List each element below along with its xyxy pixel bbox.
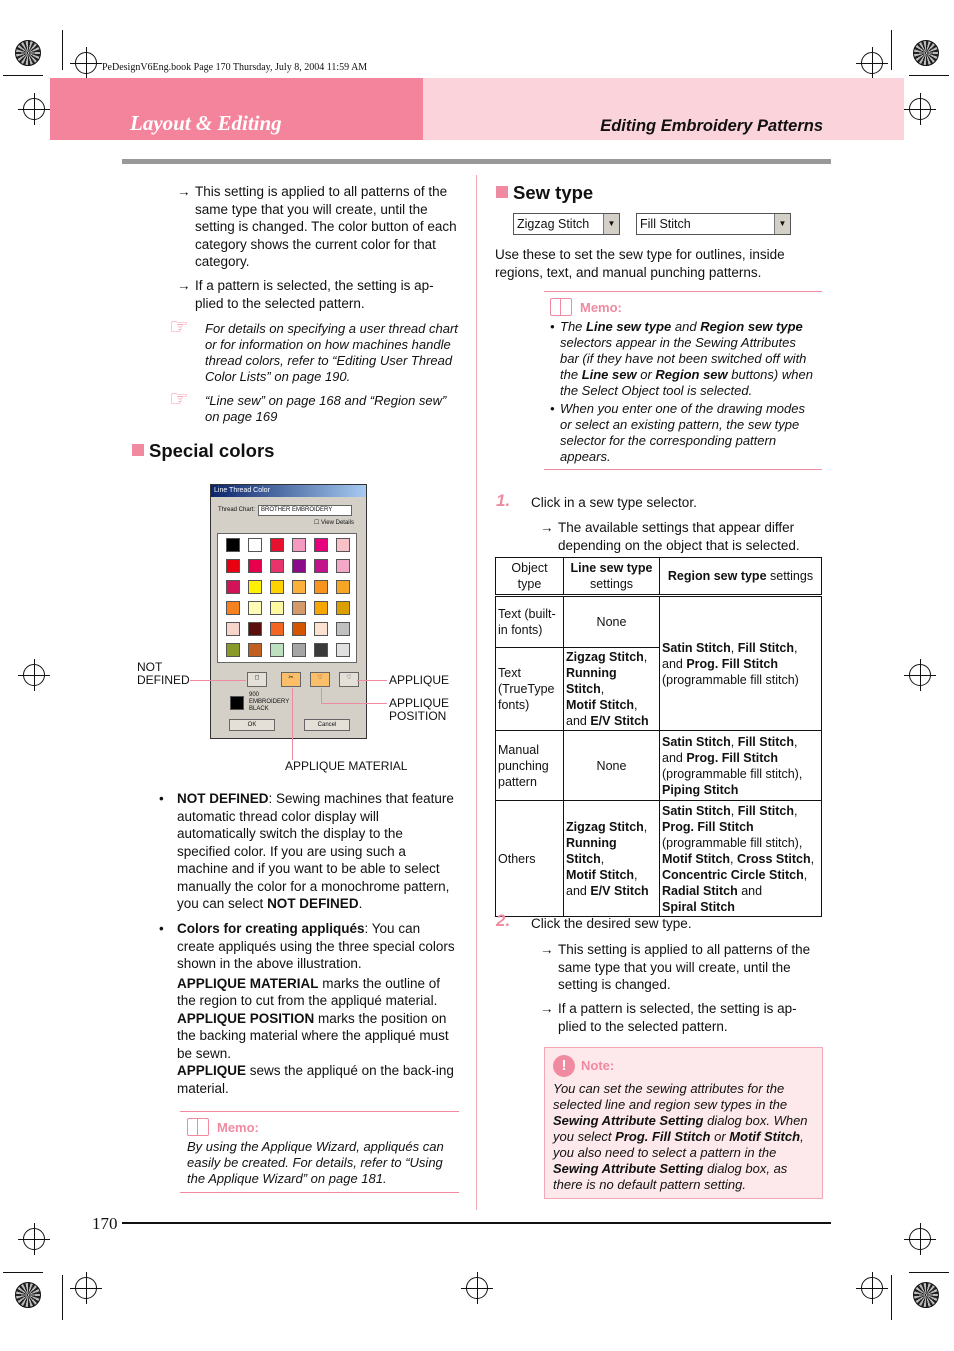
arrow-icon: → [540,520,554,535]
crop-line [909,1272,949,1273]
color-swatch[interactable] [270,538,284,552]
registration-mark [75,1277,97,1299]
special-colors-heading: Special colors [132,439,274,463]
current-color-info: 900 EMBROIDERY BLACK [249,692,290,712]
step-2-arrow-note-1: → This setting is applied to all patterns of the same type that you will create, until the setting is changed. [540,942,811,992]
registration-mark [23,1228,45,1250]
color-swatch[interactable] [248,580,262,594]
step-2-text: Click the desired sew type. [531,916,692,931]
bullet-applique-colors: • Colors for creating appliqués: You can create appliqués using the three special colors shown in the above illustration. APPLIQUE MATERIAL marks the outline of the region to cut from the appliqué material. APPLIQUE POSITION marks the position on the backing material where the appliqué must be sewn. APPLIQUE sews the appliqué on the back-ing material. [159,921,455,1096]
callout-line [292,688,293,760]
color-swatch[interactable] [248,643,262,657]
registration-rosette-bottom-right [913,1282,939,1308]
color-swatch[interactable] [226,622,240,636]
note-sewing-attribute: ! Note: You can set the sewing attributes for the selected line and region sew types in the Sewing Attribute Setting dialog box. When you select Prog. Fill Stitch or Motif Stitch, you also need to select a pattern in the Sewing Attribute Setting dialog box, as there is no default pattern setting. [544,1047,823,1199]
color-swatch[interactable] [314,559,328,573]
sew-type-table [495,557,822,917]
memo-sew-type-selectors: Memo: • The Line sew type and Region sew type selectors appear in the Sewing Attributes bar (if they have not been switched off with the Line sew or Region sew buttons) when the Select Object tool is selected. • When you enter one of the drawing modes or select an existing pattern, the sew type selector for the corresponding pattern appears. [544,291,822,470]
crop-line [891,1275,892,1320]
line-thread-color-dialog [210,484,367,739]
step-2-arrow-note-2: → If a pattern is selected, the setting is ap-plied to the selected pattern. [540,1001,797,1034]
registration-mark [909,664,931,686]
bullet-not-defined: • NOT DEFINED: Sewing machines that feature automatic thread color display will automatically switch the display to the specified color. If you are using such a machine and if you want to be able to select manually the color for a monochrome pattern, you can select NOT DEFINED. [159,791,454,911]
color-swatch[interactable] [270,622,284,636]
callout-applique-position: APPLIQUE POSITION [389,696,450,723]
color-swatch[interactable] [292,622,306,636]
color-swatch[interactable] [248,601,262,615]
color-swatch[interactable] [292,580,306,594]
color-swatch[interactable] [314,580,328,594]
color-swatch[interactable] [270,580,284,594]
color-swatch[interactable] [336,622,350,636]
arrow-icon: → [540,942,554,957]
thread-chart-label: Thread Chart: [218,507,256,513]
color-swatch[interactable] [270,559,284,573]
reference-note-1: ☞ For details on specifying a user thread chart or for information on how machines handle thread colors, refer to “Editing User Thread Color Lists” on page 190. [169,314,458,384]
color-swatch[interactable] [336,601,350,615]
step-1-text: Click in a sew type selector. [531,495,697,510]
registration-mark [75,52,97,74]
arrow-icon: → [177,278,191,293]
color-swatch[interactable] [270,643,284,657]
registration-mark [23,664,45,686]
arrow-icon: → [177,184,191,199]
registration-mark [861,1277,883,1299]
color-swatch[interactable] [226,538,240,552]
square-bullet-icon [132,444,144,456]
book-info-line: PeDesignV6Eng.book Page 170 Thursday, July 8, 2004 11:59 AM [102,62,368,73]
color-swatch[interactable] [226,643,240,657]
color-swatch[interactable] [226,580,240,594]
table-row: Text (built-in fonts) None Satin Stitch, Fill Stitch, and Prog. Fill Stitch (programmable fill stitch) [496,596,822,648]
pointing-hand-icon: ☞ [169,314,189,339]
top-rule [122,159,831,164]
color-swatch[interactable] [336,559,350,573]
arrow-icon: → [540,1001,554,1016]
registration-mark [861,52,883,74]
callout-applique: APPLIQUE [389,673,450,687]
color-swatch[interactable] [248,622,262,636]
region-sew-type-select[interactable]: Fill Stitch ▼ [636,213,791,235]
chevron-down-icon[interactable]: ▼ [603,214,619,234]
callout-line [190,680,246,681]
applique-material-button[interactable]: ✂ [281,672,301,687]
crop-line [62,1275,63,1320]
crop-line [891,30,892,70]
section-title: Editing Embroidery Patterns [600,117,823,135]
color-swatch[interactable] [336,643,350,657]
dialog-title: Line Thread Color [211,485,366,497]
registration-mark [466,1277,488,1299]
current-color-swatch [230,696,244,710]
color-swatch[interactable] [226,601,240,615]
callout-line [357,680,387,681]
registration-mark [23,98,45,120]
exclamation-icon: ! [553,1055,575,1077]
step-1-arrow-note: → The available settings that appear differ depending on the object that is selected. [540,520,800,553]
table-row: Others Zigzag Stitch, Running Stitch, Motif Stitch, and E/V Stitch Satin Stitch, Fill Stitch, Prog. Fill Stitch (programmable fill stitch), Motif Stitch, Cross Stitch, Concentric Circle Stitch, Radial Stitch and Spiral Stitch [496,801,822,917]
callout-line [321,703,387,704]
table-row: Manual punching pattern None Satin Stitch, Fill Stitch, and Prog. Fill Stitch (programmable fill stitch), Piping Stitch [496,731,822,801]
reference-note-2: ☞ “Line sew” on page 168 and “Region sew” on page 169 [169,386,447,424]
color-swatch-grid[interactable] [217,533,357,663]
registration-rosette-top-left [15,40,41,66]
chevron-down-icon[interactable]: ▼ [774,214,790,234]
color-swatch[interactable] [226,559,240,573]
applique-button[interactable]: ♡ [339,672,359,687]
color-swatch[interactable] [314,643,328,657]
color-swatch[interactable] [292,601,306,615]
step-1-number: 1. [496,491,511,510]
crop-line [3,75,43,76]
color-swatch[interactable] [248,538,262,552]
memo-book-icon [550,298,572,316]
crop-line [62,30,63,70]
column-divider [476,175,477,1210]
color-swatch[interactable] [314,622,328,636]
crop-line [909,75,949,76]
square-bullet-icon [496,186,508,198]
callout-not-defined: NOT DEFINED [137,660,190,687]
table-header: Line sew type settings [564,558,660,596]
pointing-hand-icon: ☞ [169,386,189,411]
memo-applique-wizard: Memo: By using the Applique Wizard, appliqués can easily be created. For details, refer to “Using the Applique Wizard” on page 181. [180,1111,459,1193]
line-sew-type-select[interactable]: Zigzag Stitch ▼ [513,213,620,235]
callout-line [321,688,322,703]
sew-type-intro: Use these to set the sew type for outlines, inside regions, text, and manual punching patterns. [495,247,785,280]
color-swatch[interactable] [336,538,350,552]
step-2-number: 2. [496,911,511,930]
table-header: Region sew type settings [660,558,822,596]
color-swatch[interactable] [292,643,306,657]
not-defined-button[interactable]: ◻ [247,672,267,687]
callout-applique-material: APPLIQUE MATERIAL [285,759,408,773]
crop-line [3,1272,43,1273]
ok-button[interactable]: OK [229,719,275,731]
footer-rule [122,1222,831,1224]
color-swatch[interactable] [336,580,350,594]
color-swatch[interactable] [248,559,262,573]
registration-rosette-top-right [913,40,939,66]
view-details-checkbox[interactable]: ☐ View Details [314,520,354,526]
color-swatch[interactable] [292,559,306,573]
registration-mark [909,1228,931,1250]
color-swatch[interactable] [314,601,328,615]
arrow-note-1: → This setting is applied to all patterns of the same type that you will create, until the setting is changed. The color button of each category shows the current color for that category. [177,184,457,269]
color-swatch[interactable] [292,538,306,552]
cancel-button[interactable]: Cancel [304,719,350,731]
page-number: 170 [92,1214,118,1233]
table-header: Object type [496,558,564,596]
registration-rosette-bottom-left [15,1282,41,1308]
color-swatch[interactable] [270,601,284,615]
memo-book-icon [187,1118,209,1136]
registration-mark [909,98,931,120]
arrow-note-2: → If a pattern is selected, the setting is ap-plied to the selected pattern. [177,278,434,311]
table-row: Text (TrueType fonts) Zigzag Stitch, Running Stitch, Motif Stitch, and E/V Stitch [496,648,822,731]
thread-chart-select[interactable]: BROTHER EMBROIDERY [258,505,352,516]
color-swatch[interactable] [314,538,328,552]
sew-type-heading: Sew type [496,181,593,205]
applique-position-button[interactable]: ♡ [310,672,330,687]
chapter-title: Layout & Editing [130,111,282,135]
